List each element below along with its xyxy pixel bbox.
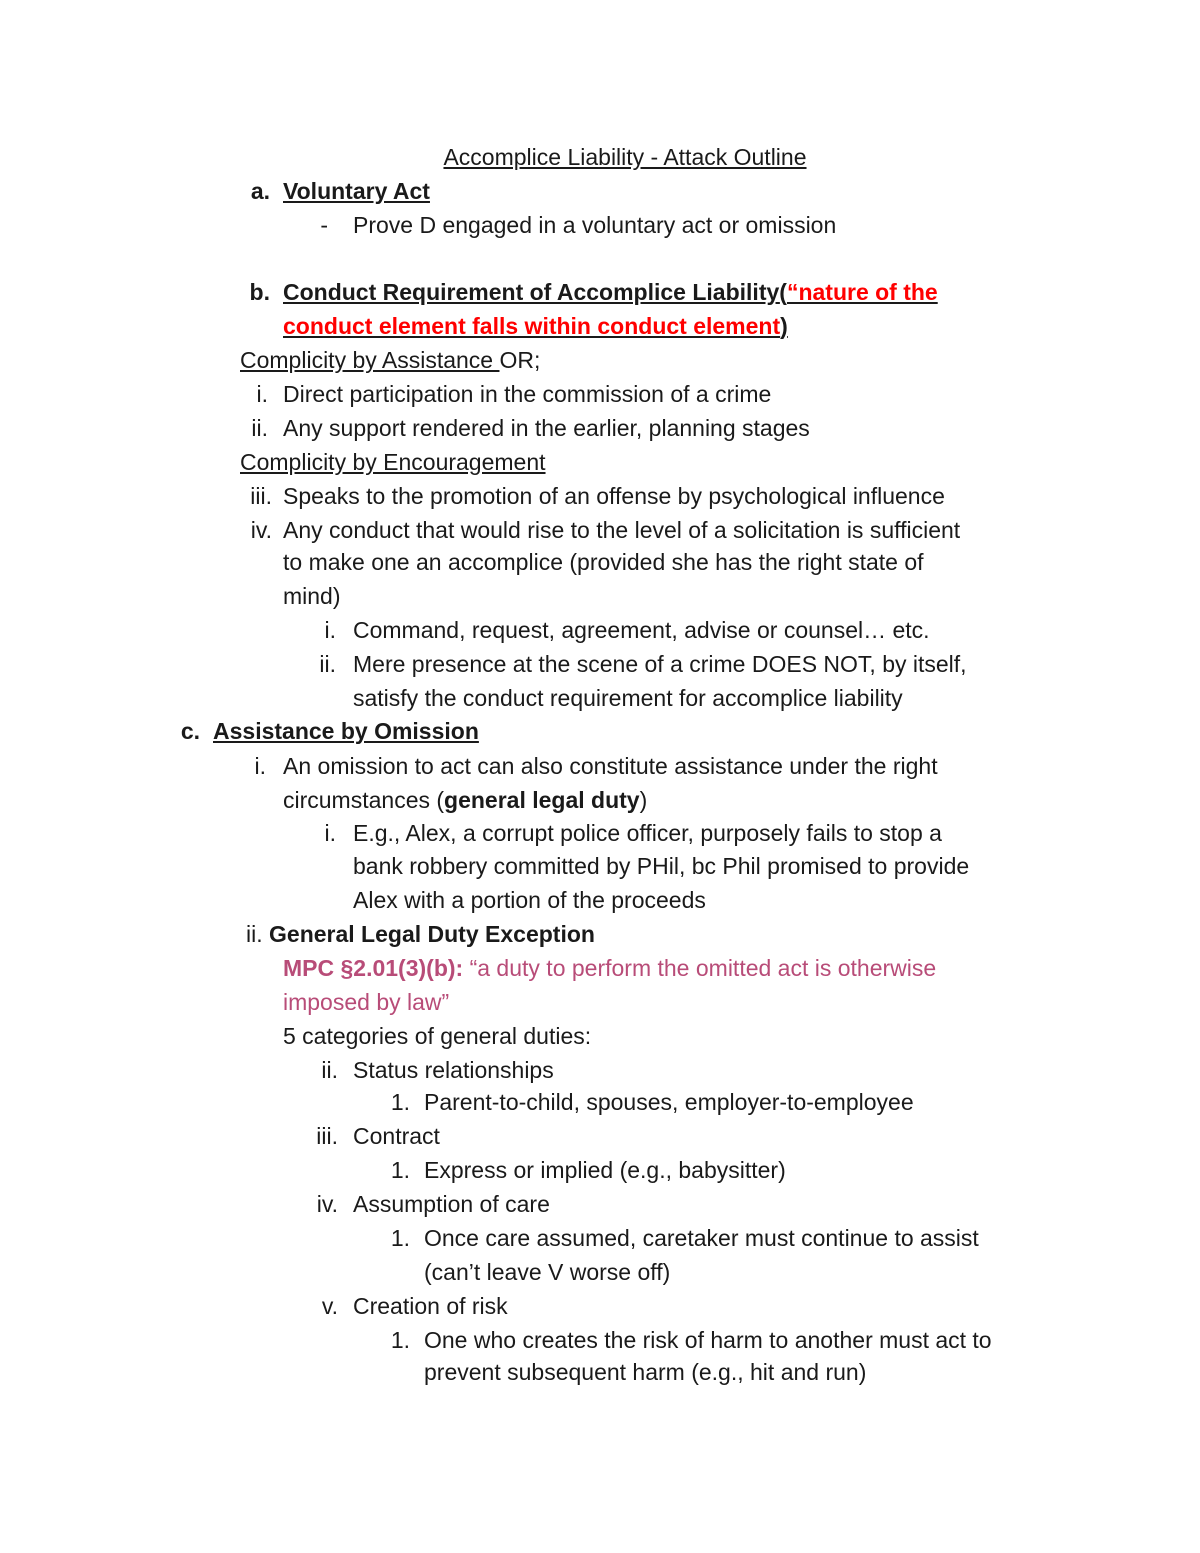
list-item: Command, request, agreement, advise or counsel… etc. xyxy=(353,617,930,643)
categories-intro: 5 categories of general duties: xyxy=(283,1023,592,1049)
section-c-marker: c. xyxy=(180,718,200,744)
voluntary-act-item: Prove D engaged in a voluntary act or omission xyxy=(353,212,837,238)
example-line: E.g., Alex, a corrupt police officer, purposely fails to stop a xyxy=(353,820,942,846)
close-paren: ) xyxy=(639,787,648,813)
list-item: Direct participation in the commission of a crime xyxy=(283,381,772,407)
list-marker: iv. xyxy=(316,1191,338,1217)
list-marker: iii. xyxy=(316,1123,338,1149)
list-item: Any support rendered in the earlier, planning stages xyxy=(283,415,810,441)
category-detail: One who creates the risk of harm to another must act to xyxy=(424,1327,992,1353)
assistance-heading-text: Complicity by Assistance xyxy=(240,347,500,373)
list-marker: ii. xyxy=(246,921,263,947)
general-legal-duty-exception xyxy=(246,919,595,949)
category-detail: (can’t leave V worse off) xyxy=(424,1259,671,1285)
category-detail: Once care assumed, caretaker must continue to assist xyxy=(424,1225,979,1251)
list-marker: i. xyxy=(324,617,336,643)
example-line: Alex with a portion of the proceeds xyxy=(353,887,706,913)
list-item-line: An omission to act can also constitute assistance under the right xyxy=(283,753,938,779)
section-b-heading-line-2 xyxy=(283,311,788,341)
document-title: Accomplice Liability - Attack Outline xyxy=(443,144,807,170)
example-line: bank robbery committed by PHil, bc Phil promised to provide xyxy=(353,853,970,879)
mpc-label: MPC §2.01(3)(b): xyxy=(283,955,464,981)
category-label: Status relationships xyxy=(353,1057,554,1083)
list-item-line: mind) xyxy=(283,583,341,609)
section-a-marker: a. xyxy=(250,178,270,204)
section-c-heading: Assistance by Omission xyxy=(213,718,479,744)
list-item-line: Mere presence at the scene of a crime DOES NOT, by itself, xyxy=(353,651,967,677)
list-marker: iv. xyxy=(250,517,272,543)
list-marker: v. xyxy=(321,1293,338,1319)
category-detail: prevent subsequent harm (e.g., hit and run) xyxy=(424,1359,867,1385)
list-marker: ii. xyxy=(251,415,268,441)
list-marker: ii. xyxy=(319,651,336,677)
exception-heading: General Legal Duty Exception xyxy=(269,921,595,947)
list-item-line xyxy=(283,785,647,815)
section-b-open-paren: ( xyxy=(779,279,787,305)
category-label: Creation of risk xyxy=(353,1293,508,1319)
list-marker: 1. xyxy=(390,1089,410,1115)
mpc-quote-part-2: imposed by law” xyxy=(283,989,450,1015)
section-a-heading: Voluntary Act xyxy=(283,178,430,204)
complicity-encouragement-heading: Complicity by Encouragement xyxy=(240,449,546,475)
general-legal-duty-text: general legal duty xyxy=(444,787,640,813)
list-marker: i. xyxy=(256,381,268,407)
circumstances-text: circumstances ( xyxy=(283,787,445,813)
section-b-close-paren: ) xyxy=(780,313,788,339)
section-b-quote-part-1: “nature of the xyxy=(786,279,938,305)
category-label: Contract xyxy=(353,1123,440,1149)
section-b-heading-line-1 xyxy=(283,277,938,307)
dash-marker: - xyxy=(320,212,328,238)
list-marker: iii. xyxy=(250,483,272,509)
section-b-quote-part-2: conduct element falls within conduct element xyxy=(283,313,781,339)
complicity-assistance-heading xyxy=(240,345,540,375)
mpc-quote-part-1: “a duty to perform the omitted act is otherwise xyxy=(463,955,937,981)
category-detail: Parent-to-child, spouses, employer-to-employee xyxy=(424,1089,914,1115)
assistance-or: OR; xyxy=(499,347,541,373)
section-b-marker: b. xyxy=(249,279,270,305)
section-b-heading: Conduct Requirement of Accomplice Liability xyxy=(283,279,780,305)
list-marker: i. xyxy=(254,753,266,779)
list-marker: 1. xyxy=(390,1157,410,1183)
list-item-line: to make one an accomplice (provided she has the right state of xyxy=(283,549,924,575)
category-label: Assumption of care xyxy=(353,1191,550,1217)
list-item-line: Any conduct that would rise to the level of a solicitation is sufficient xyxy=(283,517,961,543)
list-marker: 1. xyxy=(390,1327,410,1353)
list-item-line: satisfy the conduct requirement for accomplice liability xyxy=(353,685,903,711)
list-marker: i. xyxy=(324,820,336,846)
list-marker: ii. xyxy=(321,1057,338,1083)
mpc-citation-line-1 xyxy=(283,953,936,983)
list-marker: 1. xyxy=(390,1225,410,1251)
list-item: Speaks to the promotion of an offense by psychological influence xyxy=(283,483,945,509)
category-detail: Express or implied (e.g., babysitter) xyxy=(424,1157,786,1183)
